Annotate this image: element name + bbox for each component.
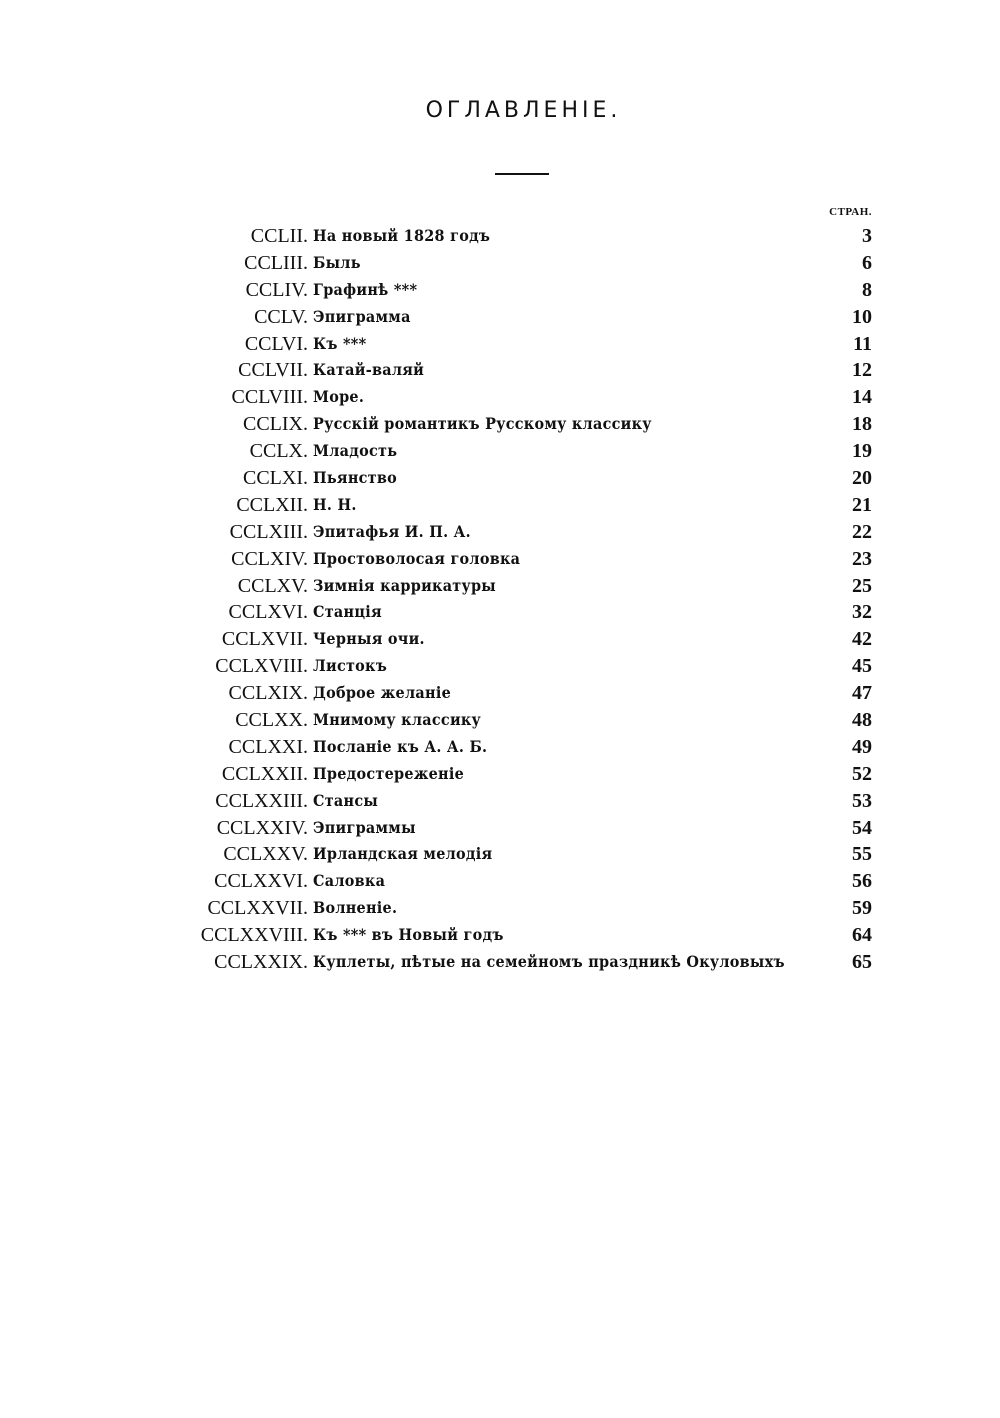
entry-title: Море. [313, 387, 365, 407]
entry-title: Стансы [313, 790, 379, 810]
entry-number: CCLIX. [243, 413, 308, 436]
entry-title: Доброе желаніе [313, 683, 452, 703]
toc-entry [0, 734, 1000, 761]
entry-page: 48 [852, 709, 872, 732]
entry-number: CCLXXII. [221, 762, 308, 785]
entry-title: Куплеты, пѣтые на семейномъ праздникѣ Окуловыхъ [313, 952, 785, 972]
entry-number: CCLXVII. [221, 628, 308, 651]
entry-page: 19 [852, 440, 872, 463]
entry-title: Предостереженіе [313, 763, 465, 783]
entry-page: 55 [852, 843, 872, 866]
entry-number: CCLXV. [237, 574, 308, 597]
toc-entry [0, 653, 1000, 680]
entry-page: 49 [852, 735, 872, 758]
toc-entry [0, 411, 1000, 438]
entry-title: Станція [313, 602, 382, 622]
entry-number: CCLXVIII. [215, 655, 308, 678]
toc-entry [0, 384, 1000, 411]
entry-number: CCLX. [249, 440, 308, 463]
toc-entry [0, 841, 1000, 868]
toc-entry [0, 304, 1000, 331]
entry-number: CCLXII. [236, 493, 308, 516]
toc-entry [0, 788, 1000, 815]
entry-title: Зимнія каррикатуры [313, 575, 497, 595]
entry-title: Графинѣ *** [313, 279, 418, 299]
entry-page: 14 [852, 386, 872, 409]
entry-page: 8 [862, 278, 872, 301]
entry-title: Русскій романтикъ Русскому классику [313, 414, 652, 434]
entry-number: CCLII. [250, 225, 308, 247]
entry-number: CCLVIII. [231, 386, 308, 409]
entry-number: CCLXX. [235, 709, 308, 732]
entry-number: CCLXXIX. [214, 951, 308, 974]
entry-page: 59 [852, 897, 872, 920]
entry-page: 3 [862, 225, 872, 247]
toc-entry [0, 250, 1000, 277]
entry-title: Саловка [313, 871, 386, 891]
page-column-label: СТРАН. [829, 206, 872, 218]
entry-page: 20 [852, 467, 872, 490]
entry-title: Къ *** [313, 333, 367, 353]
toc-entry [0, 223, 1000, 250]
entry-number: CCLXIII. [229, 520, 308, 543]
entry-page: 12 [852, 359, 872, 382]
entry-page: 54 [852, 816, 872, 839]
entry-page: 42 [852, 628, 872, 651]
entry-title: Пьянство [313, 468, 398, 488]
entry-number: CCLXIV. [231, 547, 308, 570]
entry-page: 21 [852, 493, 872, 516]
page-title: ОГЛАВЛЕНІЕ. [425, 98, 622, 123]
entry-page: 53 [852, 789, 872, 812]
entry-title: Черныя очи. [313, 629, 425, 649]
entry-number: CCLVI. [244, 332, 308, 355]
entry-page: 47 [852, 682, 872, 705]
table-of-contents [0, 223, 1000, 976]
toc-entry [0, 465, 1000, 492]
entry-title: Катай-валяй [313, 360, 425, 380]
entry-number: CCLXXIV. [216, 816, 308, 839]
entry-title: Мнимому классику [313, 710, 482, 730]
toc-entry [0, 438, 1000, 465]
entry-title: Быль [313, 252, 361, 272]
entry-title: Листокъ [313, 656, 388, 676]
entry-number: CCLXXIII. [215, 789, 308, 812]
toc-entry [0, 546, 1000, 573]
entry-number: CCLIII. [244, 251, 308, 274]
entry-page: 32 [852, 601, 872, 624]
entry-title: Къ *** въ Новый годъ [313, 925, 504, 945]
entry-title: Эпиграмма [313, 306, 411, 326]
toc-entry [0, 277, 1000, 304]
entry-title: Н. Н. [313, 494, 357, 514]
entry-page: 56 [852, 870, 872, 893]
entry-title: Эпитафья И. П. А. [313, 521, 471, 541]
entry-number: CCLVII. [238, 359, 308, 382]
entry-title: Ирландская мелодія [313, 844, 493, 864]
entry-page: 10 [852, 305, 872, 328]
toc-entry [0, 492, 1000, 519]
toc-entry [0, 895, 1000, 922]
entry-number: CCLV. [254, 305, 308, 328]
entry-page: 22 [852, 520, 872, 543]
entry-title: Простоволосая головка [313, 548, 521, 568]
entry-title: Посланіе къ А. А. Б. [313, 736, 488, 756]
entry-page: 11 [853, 332, 872, 355]
toc-entry [0, 599, 1000, 626]
entry-number: CCLXXI. [228, 735, 308, 758]
entry-page: 6 [862, 251, 872, 274]
entry-number: CCLXXVIII. [200, 924, 308, 947]
entry-number: CCLXI. [243, 467, 308, 490]
toc-entry [0, 626, 1000, 653]
entry-number: CCLXVI. [228, 601, 308, 624]
toc-entry [0, 573, 1000, 600]
toc-entry [0, 949, 1000, 976]
toc-entry [0, 707, 1000, 734]
entry-number: CCLIV. [245, 278, 308, 301]
entry-number: CCLXXV. [223, 843, 308, 866]
entry-title: Младость [313, 441, 398, 461]
toc-entry [0, 761, 1000, 788]
toc-entry [0, 357, 1000, 384]
toc-entry [0, 868, 1000, 895]
title-divider [495, 173, 549, 175]
toc-entry [0, 815, 1000, 842]
entry-title: На новый 1828 годъ [313, 226, 491, 245]
entry-title: Волненіе. [313, 898, 398, 918]
entry-title: Эпиграммы [313, 817, 416, 837]
entry-number: CCLXXVI. [214, 870, 308, 893]
entry-page: 25 [852, 574, 872, 597]
toc-entry [0, 519, 1000, 546]
entry-page: 45 [852, 655, 872, 678]
entry-page: 52 [852, 762, 872, 785]
entry-page: 64 [852, 924, 872, 947]
toc-entry [0, 331, 1000, 358]
entry-number: CCLXXVII. [207, 897, 308, 920]
toc-entry [0, 922, 1000, 949]
toc-entry [0, 680, 1000, 707]
entry-page: 23 [852, 547, 872, 570]
entry-page: 65 [852, 951, 872, 974]
entry-page: 18 [852, 413, 872, 436]
entry-number: CCLXIX. [228, 682, 308, 705]
